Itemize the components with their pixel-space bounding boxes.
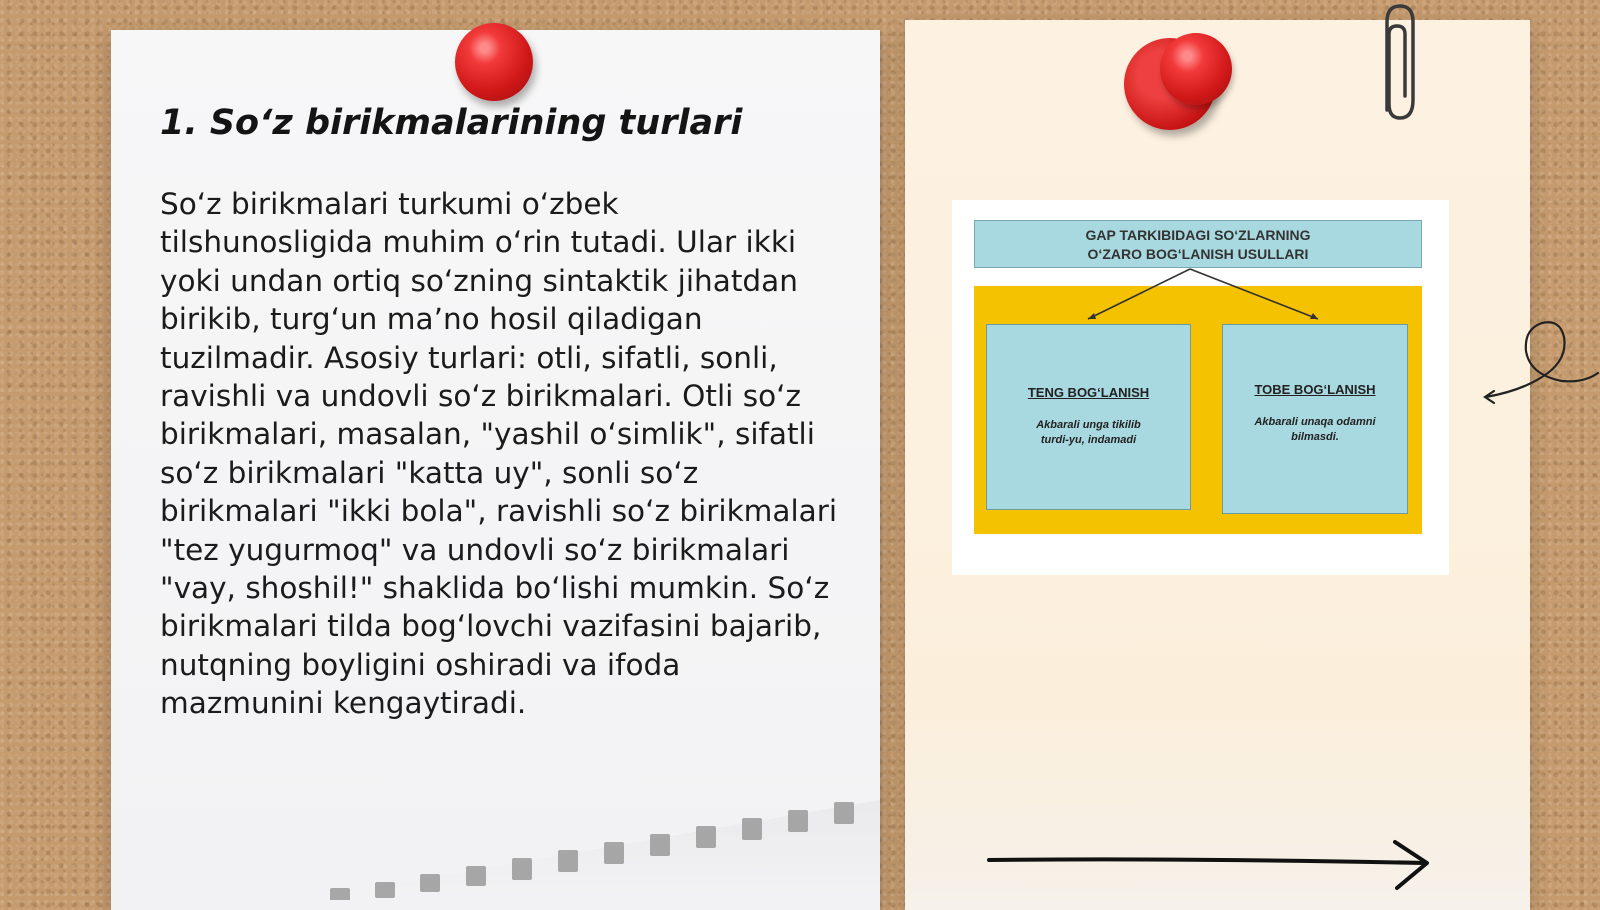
paperclip-icon xyxy=(1375,0,1425,130)
equal-connection-title: TENG BOG‘LANISH xyxy=(1027,385,1150,400)
subordinate-connection-title: TOBE BOG‘LANISH xyxy=(1254,382,1376,397)
subordinate-connection-example: Akbarali unaqa odamni bilmasdi. xyxy=(1254,416,1376,443)
equal-connection-example: Akbarali unga tikilib turdi-yu, indamadi xyxy=(1036,419,1141,446)
diagram-branch-lines xyxy=(952,200,1449,575)
diagram-header-line2: O‘ZARO BOG‘LANISH USULLARI xyxy=(1087,246,1309,262)
loop-arrow-icon xyxy=(1480,315,1600,405)
body-paragraph: So‘z birikmalari turkumi o‘zbek tilshunosligida muhim o‘rin tutadi. Ular ikki yoki undan ortiq so‘zning sintaktik jihatdan birikib, turg‘un ma’no hosil qiladigan tuzilmadir. Asosiy turlari: otli, sifatli, sonli, ravishli va undovli so‘z birikmalari. Otli so‘z birikmalari, masalan, "yashil o‘simlik", sifatli so‘z birikmalari "katta uy", sonli so‘z birikmalari "ikki bola", ravishli so‘z birikmalari "tez yugurmoq" va undovli so‘z birikmalari "vay, shoshil!" shaklida bo‘lishi mumkin. So‘z birikmalari tilda bog‘lovchi vazifasini bajarib, nutqning boyligini oshiradi va ifoda mazmunini kengaytiradi. xyxy=(160,187,838,721)
red-pushpin-icon xyxy=(455,23,533,101)
right-arrow-icon xyxy=(985,838,1445,898)
diagram-header-line1: GAP TARKIBIDAGI SO‘ZLARNING xyxy=(1085,227,1311,243)
red-pushpin-icon xyxy=(1160,33,1232,105)
page-title: 1. So‘z birikmalarining turlari xyxy=(160,103,743,143)
connection-diagram xyxy=(952,200,1449,575)
